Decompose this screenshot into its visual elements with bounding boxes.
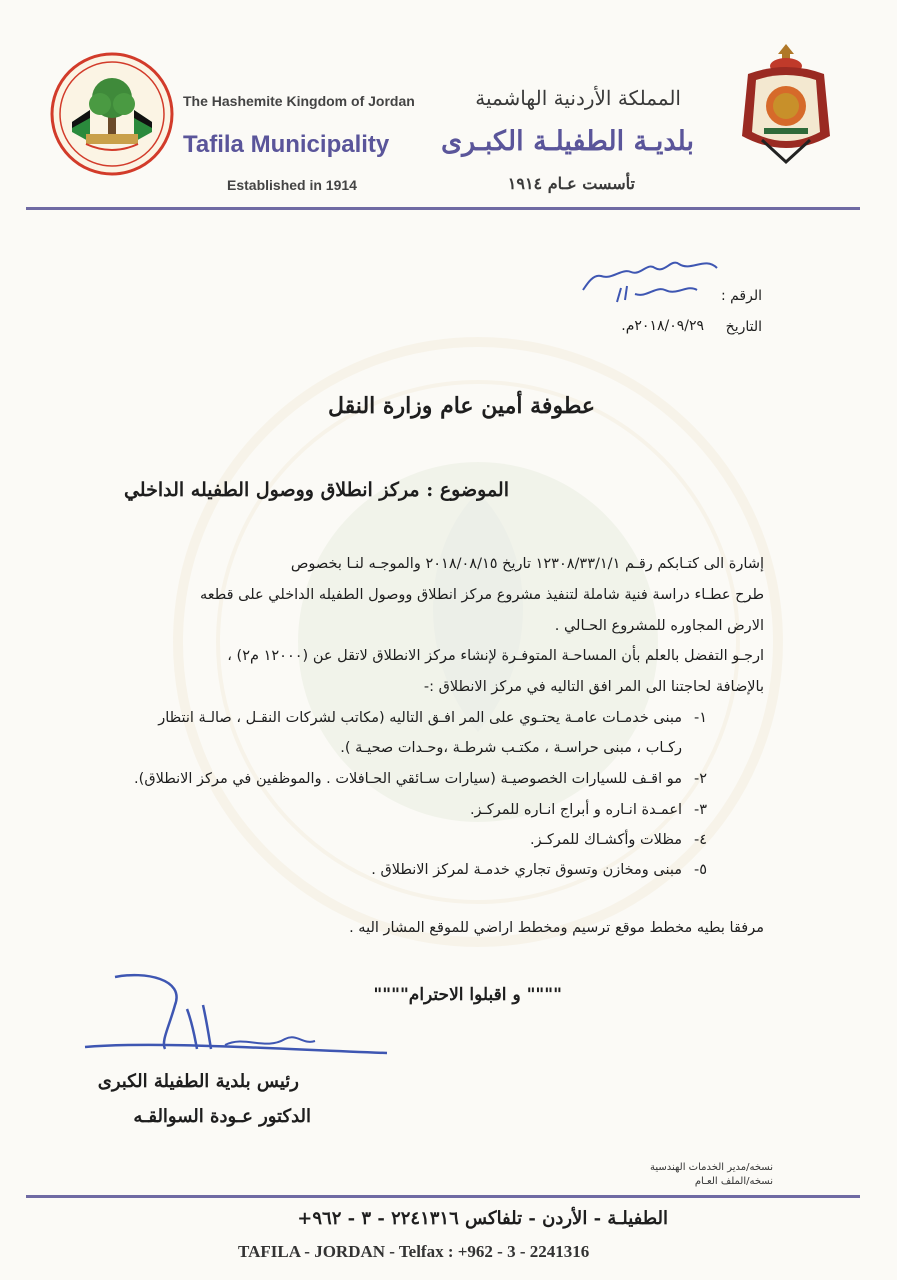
list-item: ركـاب ، مبنى حراسـة ، مكتـب شرطـة ،وحـدات صحيـة ). xyxy=(340,740,682,756)
signatory-name: الدكتور عـودة السوالقـه xyxy=(133,1106,311,1127)
signatory-title: رئيس بلدية الطفيلة الكبرى xyxy=(97,1071,299,1092)
date-value: ٢٠١٨/٠٩/٢٩م. xyxy=(621,318,704,334)
list-item: مبنى ومخازن وتسوق تجاري خدمـة لمركز الانطلاق . xyxy=(371,862,682,878)
copy-recipient: نسخه/مدير الخدمات الهندسية xyxy=(650,1162,773,1173)
closing-line: """" و اقبلوا الاحترام"""" xyxy=(373,985,562,1005)
arabic-established-year: تأسست عـام ١٩١٤ xyxy=(507,174,635,193)
arabic-municipality-name: بلديـة الطفيلـة الكبـرى xyxy=(440,126,694,157)
paragraph-line: الارض المجاوره للمشروع الحـالي . xyxy=(554,618,764,634)
reference-label: الرقم : xyxy=(720,288,762,304)
handwritten-reference-number xyxy=(577,250,725,310)
watermark-seal xyxy=(168,332,788,952)
paragraph-line: بالإضافة لحاجتنا الى المر افق التاليه في مركز الانطلاق :- xyxy=(423,679,764,695)
handwritten-signature xyxy=(75,965,395,1070)
paragraph-line: ارجـو التفضل بالعلم بأن المساحـة المتوفـرة لإنشاء مركز الانطلاق لاتقل عن (١٢٠٠٠ م٢) ، xyxy=(227,648,764,664)
header-divider xyxy=(26,207,860,210)
list-item: اعمـدة انـاره و أبراج انـاره للمركـز. xyxy=(469,802,682,818)
list-item-number: ٣- xyxy=(693,802,707,818)
list-item-number: ١- xyxy=(693,710,707,726)
footer-divider xyxy=(26,1195,860,1198)
date-label: التاريخ xyxy=(725,319,762,335)
footer-arabic-contact: الطفيلـة - الأردن - تلفاكس ٢٢٤١٣١٦ - ٣ - ٩٦٢+ xyxy=(297,1208,668,1229)
paragraph-line: طرح عطـاء دراسة فنية شاملة لتنفيذ مشروع مركز انطلاق ووصول الطفيله الداخلي على قطعه xyxy=(199,587,764,603)
footer-english-contact: TAFILA - JORDAN - Telfax : +962 - 3 - 2241316 xyxy=(238,1242,590,1261)
addressee: عطوفة أمين عام وزارة النقل xyxy=(328,393,595,419)
list-item: مبنى خدمـات عامـة يحتـوي على المر افـق التاليه (مكاتب لشركات النقـل ، صالـة انتظار xyxy=(158,710,682,726)
english-kingdom-name: The Hashemite Kingdom of Jordan xyxy=(183,93,415,109)
attachment-note: مرفقا بطيه مخطط موقع ترسيم ومخطط اراضي للموقع المشار اليه . xyxy=(349,920,764,936)
list-item-number: ٢- xyxy=(693,771,707,787)
municipality-logo xyxy=(50,52,174,176)
list-item-number: ٤- xyxy=(693,832,707,848)
english-municipality-name: Tafila Municipality xyxy=(183,131,390,158)
subject-line: الموضوع : مركز انطلاق ووصول الطفيله الداخلي xyxy=(123,479,509,501)
list-item: مو اقـف للسيارات الخصوصيـة (سيارات سـائقي الحـافلات . والموظفين في مركز الانطلاق). xyxy=(134,771,682,787)
royal-crest xyxy=(734,40,838,170)
copy-recipient: نسخه/الملف العـام xyxy=(694,1176,773,1187)
arabic-kingdom-name: المملكة الأردنية الهاشمية xyxy=(475,86,681,110)
list-item: مظلات وأكشـاك للمركـز. xyxy=(529,832,682,848)
paragraph-line: إشارة الى كتـابكم رقـم ١٢٣٠٨/٣٣/١/١ تاريخ ٢٠١٨/٠٨/١٥ والموجـه لنـا بخصوص xyxy=(290,556,764,572)
english-established-year: Established in 1914 xyxy=(227,177,357,193)
list-item-number: ٥- xyxy=(693,862,707,878)
